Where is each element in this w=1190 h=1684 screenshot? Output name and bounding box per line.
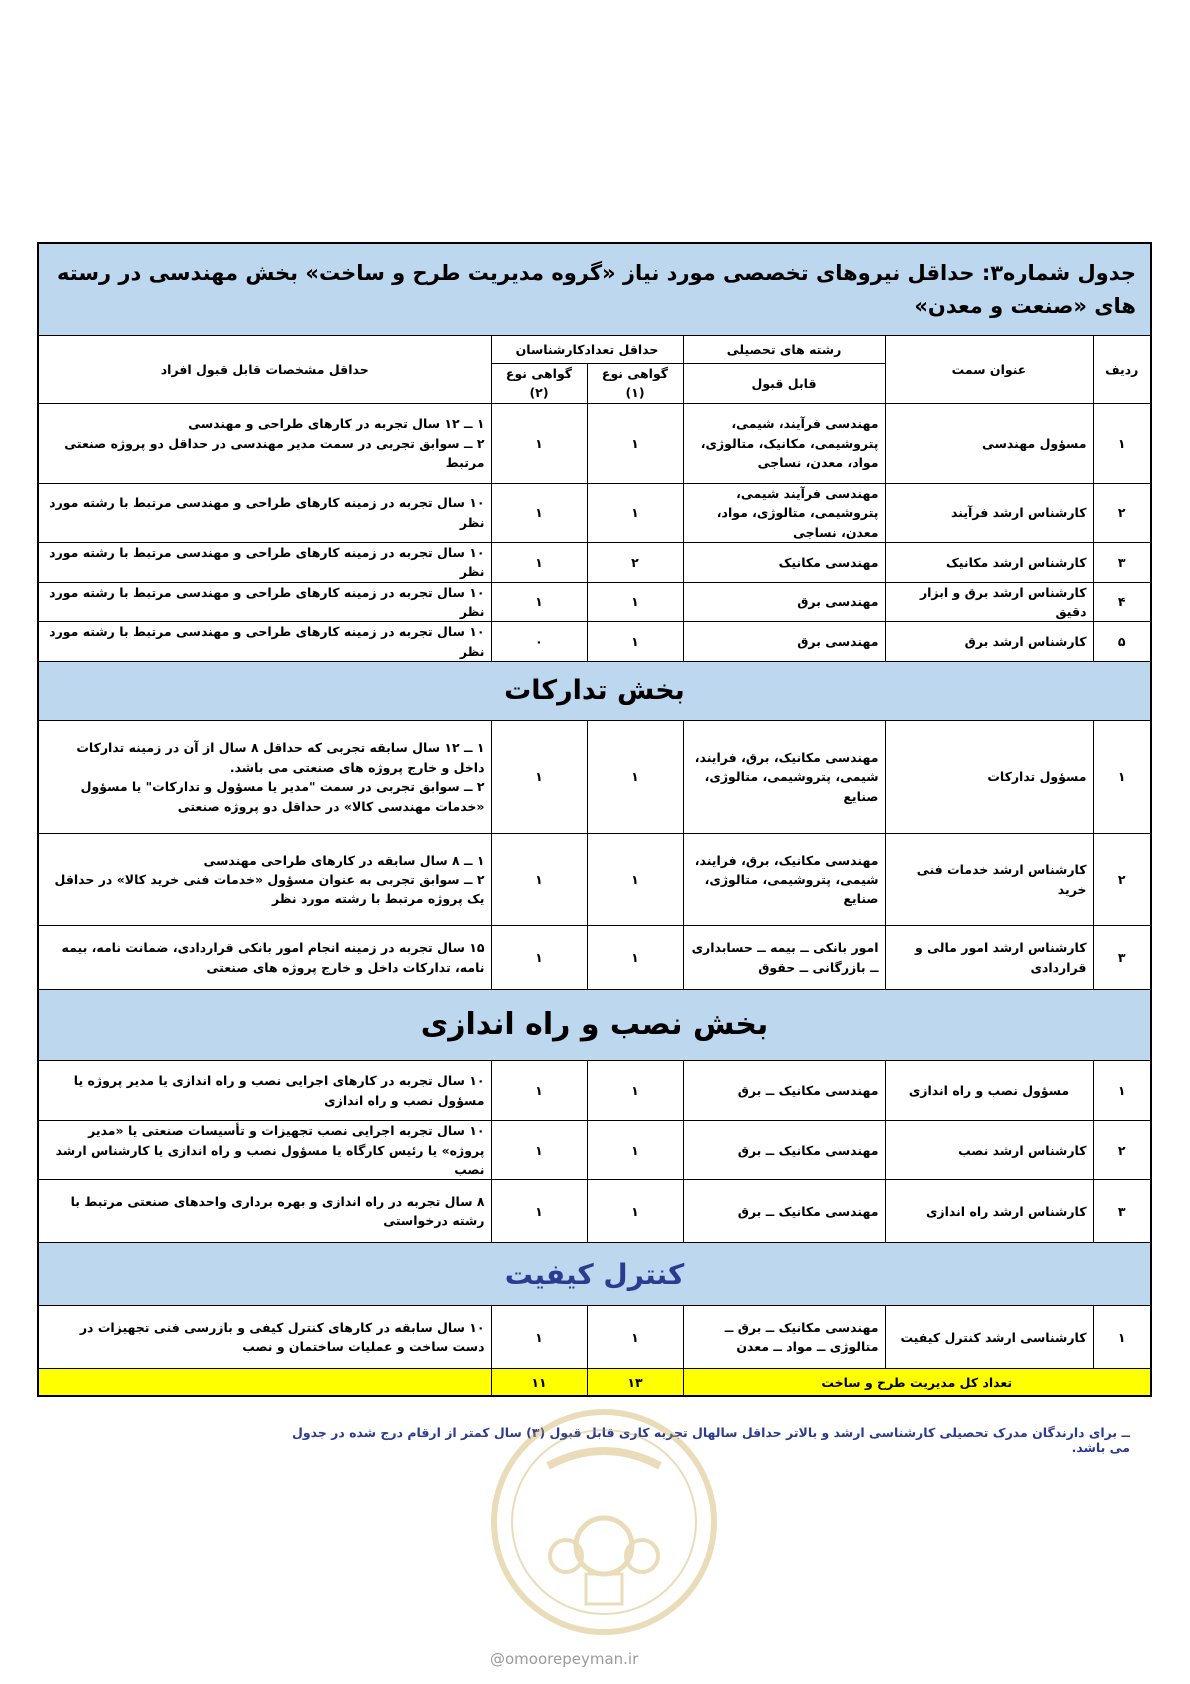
- cell-fields: مهندسی مکانیک ــ برق: [683, 1121, 885, 1180]
- cell-cert1: ۱: [587, 1061, 683, 1121]
- cell-row-no: ۱: [1093, 721, 1151, 834]
- section-title-qc: کنترل کیفیت: [38, 1243, 1151, 1306]
- table-title: جدول شماره۳: حداقل نیروهای تخصصی مورد نیاز «گروه مدیریت طرح و ساخت» بخش مهندسی در رسته های «صنعت و معدن»: [57, 260, 1136, 318]
- section-title-installation: بخش نصب و راه اندازی: [38, 990, 1151, 1061]
- cell-row-no: ۲: [1093, 834, 1151, 926]
- cell-position: مسؤول تدارکات: [885, 721, 1093, 834]
- table-row: [38, 1121, 1151, 1180]
- section-title-procurement: بخش تدارکات: [38, 662, 1151, 721]
- header-row-no: ردیف: [1093, 336, 1151, 404]
- cell-requirements: ۱ ــ ۱۲ سال سابقه تجربی که حداقل ۸ سال از آن در زمینه تدارکات داخل و خارج پروژه های صنعتی می باشد. ۲ ــ سوابق تجربی در سمت "مدیر یا مسؤول و تدارکات" یا مسؤول «خدمات مهندسی کالا» در حداقل دو پروژه صنعتی: [38, 721, 491, 834]
- watermark-seal-icon: [488, 1406, 720, 1638]
- cell-row-no: ۳: [1093, 926, 1151, 990]
- header-fields-top: رشته های تحصیلی: [683, 336, 885, 364]
- cell-cert1: ۱: [587, 403, 683, 483]
- cell-requirements: ۱۰ سال تجربه در زمینه کارهای طراحی و مهندسی مرتبط با رشته مورد نظر: [38, 542, 491, 582]
- cell-cert2: ۱: [491, 1061, 587, 1121]
- total-cert2: ۱۱: [491, 1369, 587, 1397]
- cell-fields: مهندسی مکانیک: [683, 542, 885, 582]
- table-row: [38, 1061, 1151, 1121]
- cell-position: کارشناس ارشد امور مالی و قراردادی: [885, 926, 1093, 990]
- requirements-table: [37, 242, 1152, 1397]
- cell-cert1: ۱: [587, 582, 683, 622]
- cell-requirements: ۱۰ سال تجربه در زمینه کارهای طراحی و مهندسی مرتبط با رشته مورد نظر: [38, 483, 491, 542]
- cell-row-no: ۳: [1093, 1180, 1151, 1243]
- cell-row-no: ۲: [1093, 1121, 1151, 1180]
- cell-cert2: ۱: [491, 926, 587, 990]
- cell-requirements: ۱۰ سال تجربه در زمینه کارهای طراحی و مهندسی مرتبط با رشته مورد نظر: [38, 582, 491, 622]
- table-row: [38, 926, 1151, 990]
- cell-fields: مهندسی فرآیند شیمی، پتروشیمی، متالوژی، مواد، معدن، نساجی: [683, 483, 885, 542]
- cell-position: کارشناس ارشد فرآیند: [885, 483, 1093, 542]
- cell-cert1: ۱: [587, 1180, 683, 1243]
- cell-fields: مهندسی برق: [683, 622, 885, 662]
- table-row: [38, 834, 1151, 926]
- cell-cert2: ۱: [491, 542, 587, 582]
- cell-cert2: ۱: [491, 582, 587, 622]
- cell-requirements: ۸ سال تجربه در راه اندازی و بهره برداری واحدهای صنعتی مرتبط با رشته درخواستی: [38, 1180, 491, 1243]
- cell-fields: مهندسی مکانیک، برق، فرایند، شیمی، پتروشیمی، متالوژی، صنایع: [683, 721, 885, 834]
- table-title-banner: [38, 243, 1151, 336]
- cell-cert1: ۱: [587, 483, 683, 542]
- header-count-group: حداقل تعدادکارشناسان: [491, 336, 683, 364]
- total-row: [38, 1369, 1151, 1397]
- cell-row-no: ۱: [1093, 1061, 1151, 1121]
- cell-position: کارشناس ارشد برق: [885, 622, 1093, 662]
- cell-cert2: ۱: [491, 721, 587, 834]
- table-row: [38, 1306, 1151, 1369]
- cell-requirements: ۱۰ سال سابقه در کارهای کنترل کیفی و بازرسی فنی تجهیزات در دست ساخت و عملیات ساختمان و نصب: [38, 1306, 491, 1369]
- header-cert1: گواهی نوع (۱): [587, 364, 683, 404]
- table-row: [38, 483, 1151, 542]
- header-cert2: گواهی نوع (۲): [491, 364, 587, 404]
- cell-fields: مهندسی مکانیک، برق، فرایند، شیمی، پتروشیمی، متالوژی، صنایع: [683, 834, 885, 926]
- cell-cert1: ۱: [587, 834, 683, 926]
- table-container: [37, 242, 1150, 1397]
- cell-cert2: ۱: [491, 1121, 587, 1180]
- cell-fields: مهندسی برق: [683, 582, 885, 622]
- header-position: عنوان سمت: [885, 336, 1093, 404]
- table-row: [38, 542, 1151, 582]
- cell-cert1: ۱: [587, 1121, 683, 1180]
- cell-requirements: ۱۰ سال تجربه در کارهای اجرایی نصب و راه اندازی یا مدیر پروژه یا مسؤول نصب و راه اندازی: [38, 1061, 491, 1121]
- cell-cert1: ۲: [587, 542, 683, 582]
- cell-fields: مهندسی مکانیک ــ برق: [683, 1061, 885, 1121]
- cell-position: کارشناس ارشد مکانیک: [885, 542, 1093, 582]
- table-row: [38, 403, 1151, 483]
- table-row: [38, 721, 1151, 834]
- cell-cert1: ۱: [587, 926, 683, 990]
- section-row: [38, 1243, 1151, 1306]
- table-row: [38, 1180, 1151, 1243]
- cell-cert2: ۰: [491, 622, 587, 662]
- section-row: [38, 662, 1151, 721]
- cell-cert1: ۱: [587, 721, 683, 834]
- cell-position: کارشناس ارشد خدمات فنی خرید: [885, 834, 1093, 926]
- watermark-site: @omoorepeyman.ir: [490, 1650, 639, 1668]
- cell-cert2: ۱: [491, 834, 587, 926]
- cell-position: کارشناس ارشد نصب: [885, 1121, 1093, 1180]
- footnote: ــ برای دارندگان مدرک تحصیلی کارشناسی ارشد و بالاتر حداقل سالهال تجربه کاری قابل قبول (۳) سال کمتر از ارقام درج شده در جدول می باشد.: [291, 1425, 1130, 1455]
- cell-cert1: ۱: [587, 622, 683, 662]
- cell-row-no: ۵: [1093, 622, 1151, 662]
- cell-row-no: ۳: [1093, 542, 1151, 582]
- cell-cert2: ۱: [491, 483, 587, 542]
- section-row: [38, 990, 1151, 1061]
- cell-requirements: ۱ ــ ۸ سال سابقه در کارهای طراحی مهندسی ۲ ــ سوابق تجربی به عنوان مسؤول «خدمات فنی خرید کالا» در حداقل یک پروژه مرتبط با رشته مورد نظر: [38, 834, 491, 926]
- cell-position: کارشناس ارشد برق و ابزار دقیق: [885, 582, 1093, 622]
- cell-requirements: ۱ ــ ۱۲ سال تجربه در کارهای طراحی و مهندسی ۲ ــ سوابق تجربی در سمت مدیر مهندسی در حداقل دو پروژه صنعتی مرتبط: [38, 403, 491, 483]
- total-cert1: ۱۳: [587, 1369, 683, 1397]
- cell-row-no: ۴: [1093, 582, 1151, 622]
- cell-position: کارشناس ارشد راه اندازی: [885, 1180, 1093, 1243]
- cell-requirements: ۱۰ سال تجربه اجرایی نصب تجهیزات و تأسیسات صنعتی یا «مدیر پروژه» یا رئیس کارگاه یا مسؤول نصب و راه اندازی یا کارشناس ارشد نصب: [38, 1121, 491, 1180]
- cell-position: مسؤول نصب و راه اندازی: [885, 1061, 1093, 1121]
- cell-row-no: ۱: [1093, 1306, 1151, 1369]
- table-row: [38, 622, 1151, 662]
- cell-cert1: ۱: [587, 1306, 683, 1369]
- cell-row-no: ۲: [1093, 483, 1151, 542]
- total-label: تعداد کل مدیریت طرح و ساخت: [683, 1369, 1151, 1397]
- cell-position: کارشناسی ارشد کنترل کیفیت: [885, 1306, 1093, 1369]
- cell-fields: مهندسی مکانیک ــ برق ــ متالوژی ــ مواد ــ معدن: [683, 1306, 885, 1369]
- header-fields-bottom: قابل قبول: [683, 364, 885, 404]
- cell-requirements: ۱۵ سال تجربه در زمینه انجام امور بانکی قراردادی، ضمانت نامه، بیمه نامه، تدارکات داخل و خارج پروژه های صنعتی: [38, 926, 491, 990]
- table-row: [38, 582, 1151, 622]
- cell-fields: مهندسی فرآیند، شیمی، پتروشیمی، مکانیک، متالوژی، مواد، معدن، نساجی: [683, 403, 885, 483]
- cell-fields: امور بانکی ــ بیمه ــ حسابداری ــ بازرگانی ــ حقوق: [683, 926, 885, 990]
- cell-cert2: ۱: [491, 403, 587, 483]
- cell-cert2: ۱: [491, 1180, 587, 1243]
- cell-fields: مهندسی مکانیک ــ برق: [683, 1180, 885, 1243]
- cell-cert2: ۱: [491, 1306, 587, 1369]
- header-requirements: حداقل مشخصات قابل قبول افراد: [38, 336, 491, 404]
- total-empty: [38, 1369, 491, 1397]
- cell-requirements: ۱۰ سال تجربه در زمینه کارهای طراحی و مهندسی مرتبط با رشته مورد نظر: [38, 622, 491, 662]
- cell-row-no: ۱: [1093, 403, 1151, 483]
- cell-position: مسؤول مهندسی: [885, 403, 1093, 483]
